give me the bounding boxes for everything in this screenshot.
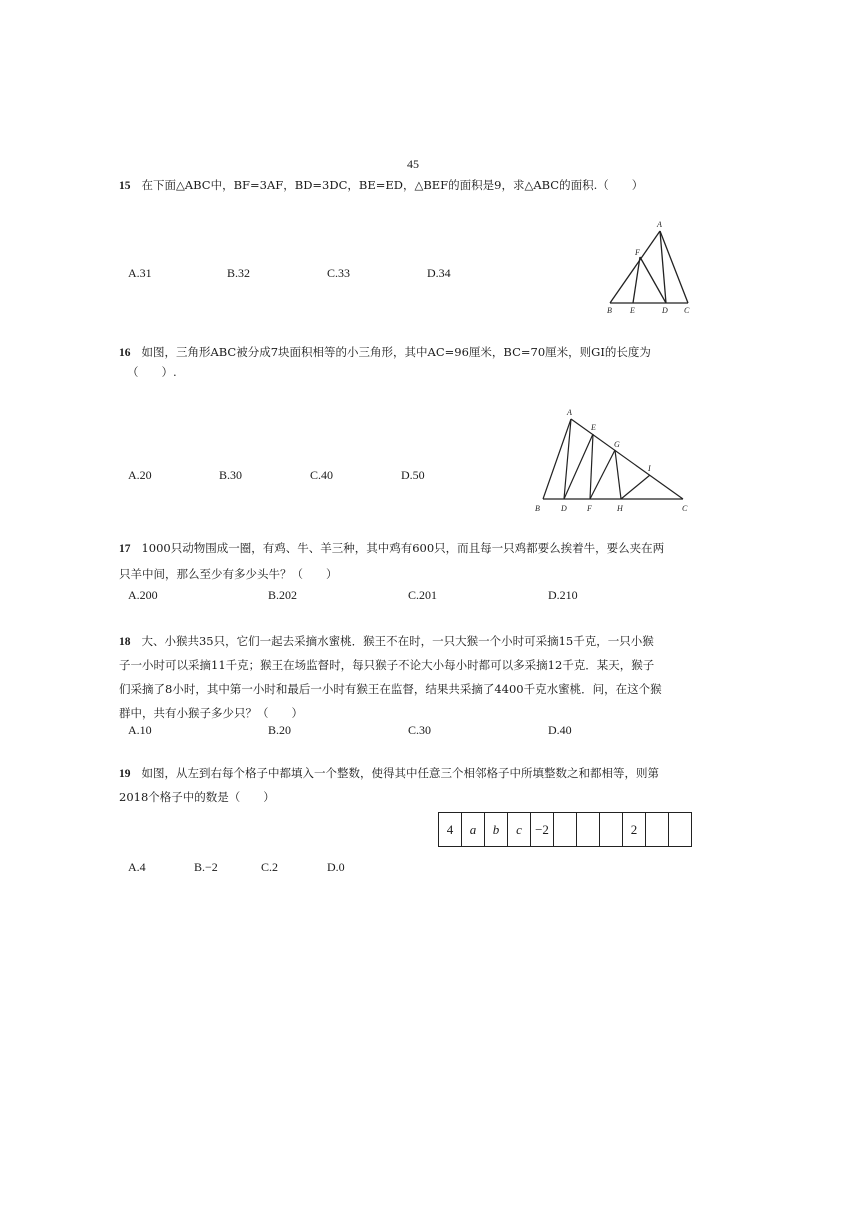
option-b: B.30 [219, 468, 243, 482]
label-b: B [607, 306, 612, 315]
option-d: D.50 [401, 468, 425, 482]
option-c: C.201 [408, 588, 438, 602]
grid-cell [600, 813, 623, 846]
question-19 [119, 762, 659, 785]
option-d: D.210 [548, 588, 578, 602]
label-e: E [591, 423, 596, 432]
option-a: A.200 [128, 588, 158, 602]
question-16 [119, 341, 651, 364]
question-19-line2: 2018个格子中的数是（ ） [119, 790, 275, 804]
label-b: B [535, 504, 540, 513]
grid-cell: a [462, 813, 485, 846]
grid-cell: −2 [531, 813, 554, 846]
question-15 [119, 174, 643, 197]
triangle-figure-15 [600, 215, 700, 320]
option-c: C.30 [408, 723, 432, 737]
option-b: B.202 [268, 588, 298, 602]
grid-cell: 2 [623, 813, 646, 846]
question-text: 在下面△ABC中，BF=3AF，BD=3DC，BE=ED，△BEF的面积是9，求△ABC的面积.（ ） [141, 178, 644, 192]
page-number: 45 [407, 157, 419, 171]
label-g: G [614, 440, 620, 449]
grid-cell [669, 813, 691, 846]
question-number: 16 [119, 347, 131, 359]
question-18-line4: 群中，共有小猴子多少只？（ ） [119, 706, 303, 720]
option-b: B.−2 [194, 860, 218, 874]
question-18 [119, 630, 654, 653]
option-a: A.31 [128, 266, 152, 280]
option-a: A.20 [128, 468, 152, 482]
label-d: D [662, 306, 668, 315]
option-a: A.10 [128, 723, 152, 737]
label-f: F [635, 248, 640, 257]
question-18-line3: 们采摘了8小时，其中第一小时和最后一小时有猴王在监督，结果共采摘了4400千克水蜜桃．问，在这个猴 [119, 682, 662, 696]
grid-cell: c [508, 813, 531, 846]
option-b: B.20 [268, 723, 292, 737]
question-text: 如图，三角形ABC被分成7块面积相等的小三角形，其中AC=96厘米，BC=70厘米，则GI的长度为 [141, 345, 651, 359]
label-c: C [684, 306, 690, 315]
option-c: C.2 [261, 860, 279, 874]
option-a: A.4 [128, 860, 146, 874]
grid-cell: 4 [439, 813, 462, 846]
option-c: C.40 [310, 468, 334, 482]
option-c: C.33 [327, 266, 351, 280]
question-text: 如图，从左到右每个格子中都填入一个整数，使得其中任意三个相邻格子中所填整数之和都相等，则第 [141, 766, 659, 780]
question-text: 1000只动物围成一圈，有鸡、牛、羊三种，其中鸡有600只，而且每一只鸡都要么挨着牛，要么夹在两 [141, 541, 665, 555]
grid-cell [577, 813, 600, 846]
question-16-line2: （ ）. [127, 365, 177, 379]
label-h: H [617, 504, 623, 513]
question-17 [119, 537, 664, 560]
option-d: D.40 [548, 723, 572, 737]
option-d: D.0 [327, 860, 345, 874]
question-number: 18 [119, 636, 131, 648]
question-18-line2: 子一小时可以采摘11千克；猴王在场监督时，每只猴子不论大小每小时都可以多采摘12千克．某天，猴子 [119, 658, 655, 672]
question-number: 15 [119, 180, 131, 192]
label-c: C [682, 504, 688, 513]
question-text: 大、小猴共35只，它们一起去采摘水蜜桃．猴王不在时，一只大猴一个小时可采摘15千克，一只小猴 [141, 634, 654, 648]
grid-cell [646, 813, 669, 846]
number-grid [438, 812, 692, 847]
option-d: D.34 [427, 266, 451, 280]
label-a: A [657, 220, 662, 229]
option-b: B.32 [227, 266, 251, 280]
question-number: 17 [119, 543, 131, 555]
grid-cell: b [485, 813, 508, 846]
triangle-figure-16 [528, 403, 698, 518]
label-e: E [630, 306, 635, 315]
label-a: A [567, 408, 572, 417]
label-d: D [561, 504, 567, 513]
question-17-line2: 只羊中间，那么至少有多少头牛？（ ） [119, 567, 338, 581]
label-i: I [648, 464, 651, 473]
question-number: 19 [119, 768, 131, 780]
grid-cell [554, 813, 577, 846]
label-f: F [587, 504, 592, 513]
